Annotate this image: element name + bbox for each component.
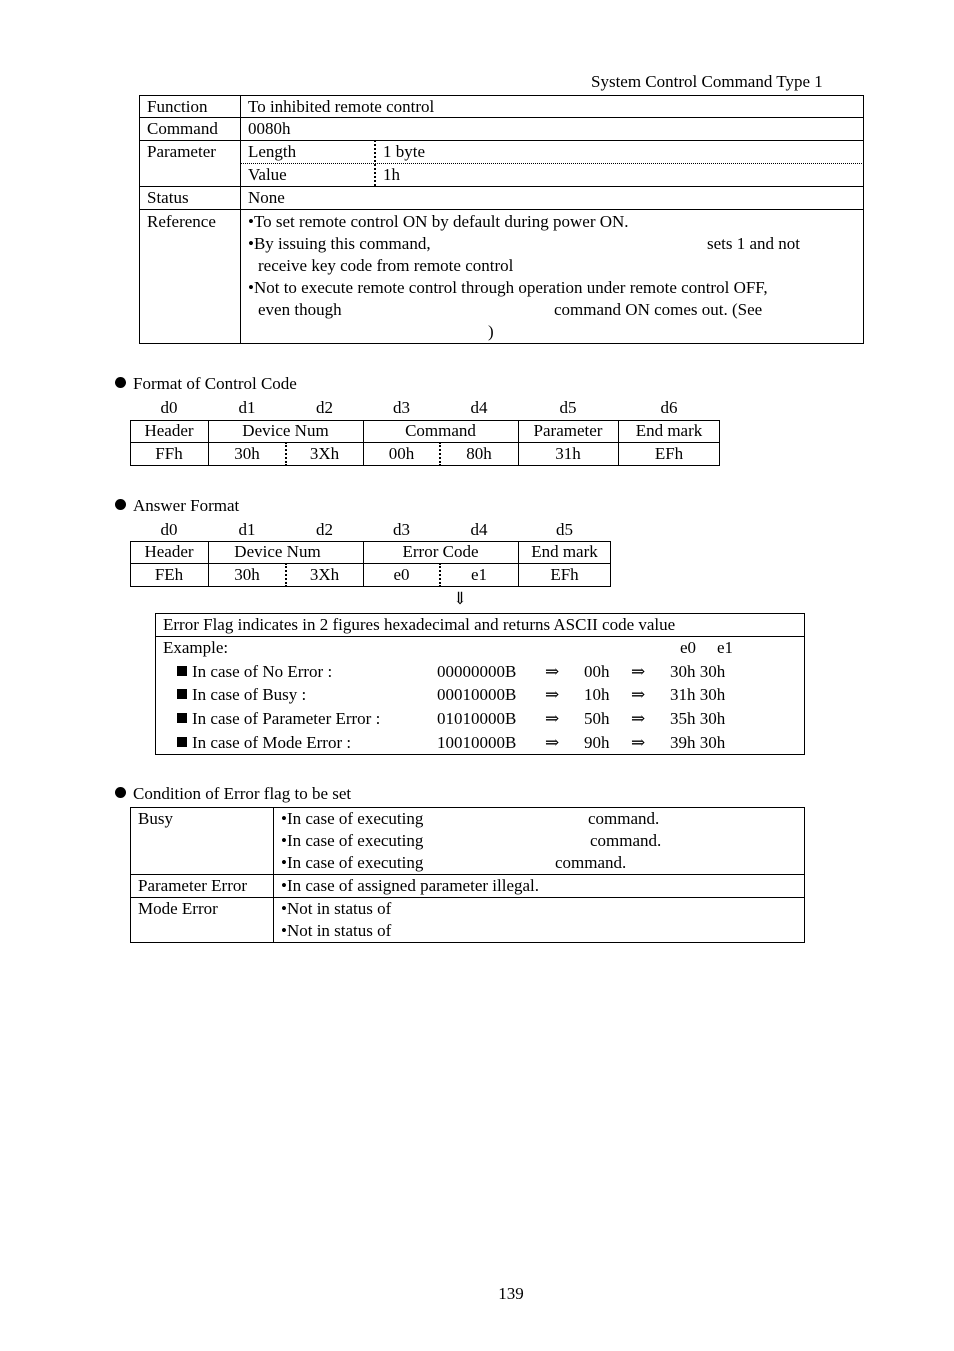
length-label: Length bbox=[248, 142, 297, 161]
bullet-icon bbox=[115, 787, 126, 798]
value-cell: 3Xh bbox=[309, 565, 340, 584]
reference-label: Reference bbox=[147, 212, 216, 231]
reference-line: even though bbox=[258, 300, 342, 319]
error-row-ascii: 39h 30h bbox=[670, 733, 726, 752]
busy-label: Busy bbox=[138, 809, 173, 828]
value-cell: FFh bbox=[155, 444, 183, 463]
reference-line: •Not to execute remote control through operation under remote control OFF, bbox=[248, 278, 768, 297]
error-row-ascii: 35h 30h bbox=[670, 709, 726, 728]
index-label: d1 bbox=[238, 520, 256, 539]
reference-line: •To set remote control ON by default during power ON. bbox=[248, 212, 629, 231]
error-flag-title: Error Flag indicates in 2 figures hexadecimal and returns ASCII code value bbox=[163, 615, 676, 634]
value-cell: 31h bbox=[555, 444, 581, 463]
error-row-label: In case of Parameter Error : bbox=[192, 709, 381, 728]
busy-line-lead: •In case of executing bbox=[281, 809, 424, 828]
reference-line: sets 1 and not bbox=[707, 234, 801, 253]
error-row-label: In case of No Error : bbox=[192, 662, 333, 681]
command-label: Command bbox=[147, 119, 218, 138]
value-cell: 80h bbox=[466, 444, 492, 463]
busy-line-tail: command. bbox=[588, 809, 660, 828]
page-header-title: System Control Command Type 1 bbox=[591, 72, 823, 91]
error-row-binary: 01010000B bbox=[437, 709, 517, 728]
page-number: 139 bbox=[498, 1284, 524, 1303]
index-label: d0 bbox=[160, 520, 178, 539]
busy-line-lead: •In case of executing bbox=[281, 853, 424, 872]
down-arrow-icon: ⇓ bbox=[452, 589, 468, 608]
value-cell: 30h bbox=[234, 444, 260, 463]
mode-error-line: •Not in status of bbox=[281, 899, 392, 918]
right-arrow-icon: ⇒ bbox=[545, 733, 560, 752]
square-bullet-icon bbox=[177, 713, 187, 723]
error-row-hex: 50h bbox=[584, 709, 610, 728]
value-label: Value bbox=[248, 165, 287, 184]
length-value: 1 byte bbox=[383, 142, 426, 161]
index-label: d2 bbox=[316, 520, 333, 539]
index-label: d2 bbox=[316, 398, 333, 417]
busy-line-tail: command. bbox=[590, 831, 662, 850]
square-bullet-icon bbox=[177, 689, 187, 699]
index-label: d0 bbox=[160, 398, 178, 417]
bullet-icon bbox=[115, 377, 126, 388]
param-error-line: •In case of assigned parameter illegal. bbox=[281, 876, 540, 895]
value-cell: EFh bbox=[550, 565, 579, 584]
value-cell: e0 bbox=[393, 565, 410, 584]
error-row-binary: 10010000B bbox=[437, 733, 517, 752]
reference-line: •By issuing this command, bbox=[248, 234, 431, 253]
mode-error-line: •Not in status of bbox=[281, 921, 392, 940]
right-arrow-icon: ⇒ bbox=[545, 685, 560, 704]
index-label: d5 bbox=[559, 398, 577, 417]
answer-format-heading: Answer Format bbox=[133, 496, 240, 515]
status-label: Status bbox=[147, 188, 189, 207]
condition-heading: Condition of Error flag to be set bbox=[133, 784, 352, 803]
status-value: None bbox=[248, 188, 285, 207]
error-row-binary: 00000000B bbox=[437, 662, 517, 681]
function-label: Function bbox=[147, 97, 208, 116]
value-cell: EFh bbox=[654, 444, 684, 463]
error-row-ascii: 31h 30h bbox=[670, 685, 726, 704]
value-cell: 00h bbox=[388, 444, 415, 463]
header-cell: End mark bbox=[531, 542, 598, 561]
header-cell: Parameter bbox=[533, 421, 603, 440]
error-row-label: In case of Busy : bbox=[192, 685, 307, 704]
index-label: d3 bbox=[393, 520, 410, 539]
e1-label: e1 bbox=[717, 638, 734, 657]
parameter-label: Parameter bbox=[147, 142, 216, 161]
value-cell: FEh bbox=[154, 565, 184, 584]
error-row-hex: 90h bbox=[584, 733, 610, 752]
index-label: d4 bbox=[470, 398, 488, 417]
control-format-heading: Format of Control Code bbox=[133, 374, 297, 393]
function-value: To inhibited remote control bbox=[248, 97, 435, 116]
example-label: Example: bbox=[163, 638, 229, 657]
header-cell: Device Num bbox=[242, 421, 329, 440]
reference-line: command ON comes out. (See bbox=[554, 300, 763, 319]
busy-line-tail: command. bbox=[555, 853, 627, 872]
bullet-icon bbox=[115, 499, 126, 510]
right-arrow-icon: ⇒ bbox=[545, 662, 560, 681]
right-arrow-icon: ⇒ bbox=[631, 685, 646, 704]
error-row-label: In case of Mode Error : bbox=[192, 733, 352, 752]
param-error-label: Parameter Error bbox=[138, 876, 248, 895]
error-row-hex: 10h bbox=[584, 685, 610, 704]
index-label: d1 bbox=[238, 398, 256, 417]
square-bullet-icon bbox=[177, 666, 187, 676]
error-row-ascii: 30h 30h bbox=[670, 662, 726, 681]
header-cell: Command bbox=[405, 421, 476, 440]
header-cell: Device Num bbox=[234, 542, 321, 561]
busy-line-lead: •In case of executing bbox=[281, 831, 424, 850]
value-cell: 3Xh bbox=[309, 444, 340, 463]
index-label: d3 bbox=[393, 398, 410, 417]
right-arrow-icon: ⇒ bbox=[631, 733, 646, 752]
index-label: d6 bbox=[660, 398, 678, 417]
reference-line: ) bbox=[488, 322, 494, 341]
value-cell: e1 bbox=[470, 565, 488, 584]
header-cell: End mark bbox=[635, 421, 703, 440]
error-row-hex: 00h bbox=[584, 662, 610, 681]
right-arrow-icon: ⇒ bbox=[545, 709, 560, 728]
square-bullet-icon bbox=[177, 737, 187, 747]
error-row-binary: 00010000B bbox=[437, 685, 517, 704]
reference-line: receive key code from remote control bbox=[258, 256, 514, 275]
mode-error-label: Mode Error bbox=[138, 899, 218, 918]
index-label: d5 bbox=[556, 520, 573, 539]
value-cell: 30h bbox=[234, 565, 260, 584]
index-label: d4 bbox=[470, 520, 488, 539]
right-arrow-icon: ⇒ bbox=[631, 662, 646, 681]
header-cell: Header bbox=[144, 421, 194, 440]
header-cell: Error Code bbox=[402, 542, 479, 561]
command-value: 0080h bbox=[248, 119, 291, 138]
value-value: 1h bbox=[383, 165, 400, 184]
header-cell: Header bbox=[144, 542, 194, 561]
e0-label: e0 bbox=[680, 638, 697, 657]
right-arrow-icon: ⇒ bbox=[631, 709, 646, 728]
